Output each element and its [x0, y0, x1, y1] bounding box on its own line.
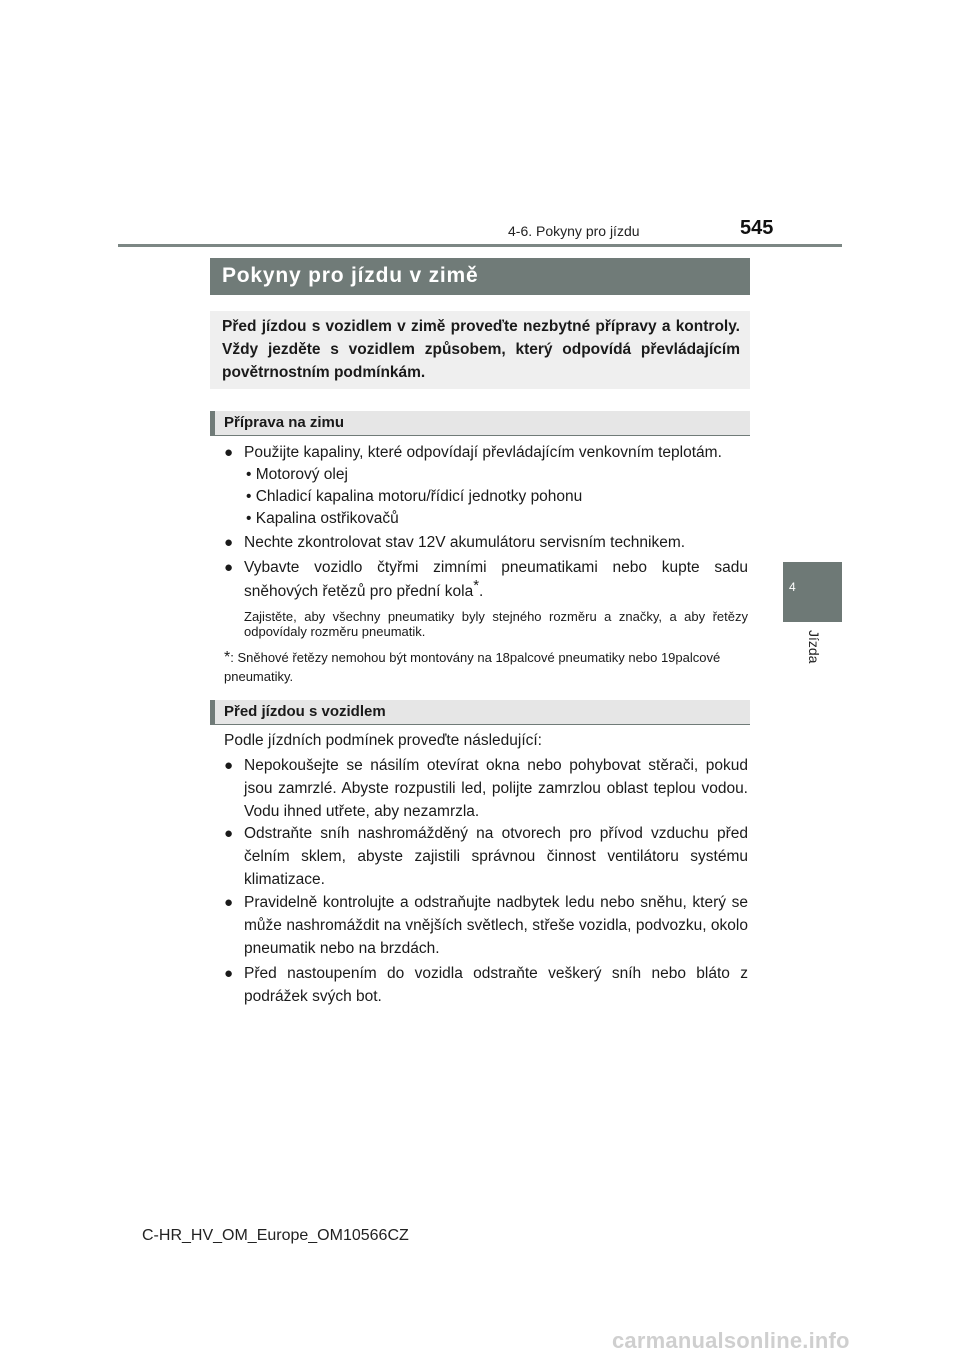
- intro-box: Před jízdou s vozidlem v zimě proveďte nezbytné přípravy a kontroly. Vždy jezděte s vozidlem způsobem, který odpovídá převládajícím povětrnostním podmínkám.: [210, 311, 750, 389]
- bullet-icon: ●: [224, 825, 234, 842]
- list-item-text: Nechte zkontrolovat stav 12V akumulátoru servisním technikem.: [244, 534, 686, 551]
- bullet-icon: ●: [224, 559, 234, 576]
- page-title: Pokyny pro jízdu v zimě: [222, 264, 479, 287]
- section-heading-before-driving: Před jízdou s vozidlem: [210, 700, 750, 725]
- header-divider: [118, 244, 842, 247]
- list-item-text-end: .: [479, 583, 484, 600]
- sub-item: • Kapalina ostřikovačů: [246, 510, 399, 527]
- watermark: carmanualsonline.info: [612, 1328, 850, 1353]
- list-item-text: Nepokoušejte se násilím otevírat okna nebo pohybovat stěrači, pokud jsou zamrzlé. Abyste rozpustili led, polijte zamrzlou oblast teplou vodou. Vodu ihned utřete, aby nezamrzla.: [244, 757, 748, 820]
- list-item: [224, 891, 748, 960]
- chapter-label: Jízda: [806, 630, 822, 664]
- sub-item: • Motorový olej: [246, 466, 348, 483]
- bullet-icon: ●: [224, 757, 234, 774]
- list-item-text: Použijte kapaliny, které odpovídají převládajícím venkovním teplotám.: [244, 444, 722, 461]
- bullet-icon: ●: [224, 534, 234, 551]
- list-item: [224, 531, 748, 554]
- list-item: [224, 822, 748, 891]
- sub-item: • Chladicí kapalina motoru/řídicí jednotky pohonu: [246, 488, 583, 505]
- footnote: [224, 648, 748, 686]
- footnote-text: : Sněhové řetězy nemohou být montovány na 18palcové pneumatiky nebo 19palcové pneumatiky.: [224, 650, 721, 684]
- bullet-icon: ●: [224, 444, 234, 461]
- bullet-icon: ●: [224, 894, 234, 911]
- list-item: [224, 962, 748, 1008]
- list-item-text: Pravidelně kontrolujte a odstraňujte nadbytek ledu nebo sněhu, který se může nashromáždit na vnějších světlech, střeše vozidla, podvozku, okolo pneumatik nebo na brzdách.: [244, 894, 748, 957]
- section-lead: Podle jízdních podmínek proveďte následující:: [224, 732, 542, 749]
- page-number: 545: [740, 217, 774, 239]
- bullet-icon: ●: [224, 965, 234, 982]
- footnote-marker: *: [473, 576, 480, 594]
- footnote-marker: *: [224, 649, 231, 666]
- list-item-text: Před nastoupením do vozidla odstraňte veškerý sníh nebo bláto z podrážek svých bot.: [244, 965, 748, 1005]
- list-item: [224, 754, 748, 823]
- list-item: [224, 556, 748, 604]
- list-item: [224, 441, 748, 464]
- note-text: Zajistěte, aby všechny pneumatiky byly stejného rozměru a značky, a aby řetězy odpovídaly rozměru pneumatik.: [244, 609, 748, 639]
- page-title-bar: [210, 258, 750, 295]
- chapter-number: 4: [789, 580, 796, 594]
- section-heading-winter-prep: Příprava na zimu: [210, 411, 750, 436]
- section-title: 4-6. Pokyny pro jízdu: [508, 223, 640, 239]
- document-code: C-HR_HV_OM_Europe_OM10566CZ: [142, 1227, 409, 1244]
- list-item-text: Vybavte vozidlo čtyřmi zimními pneumatikami nebo kupte sadu sněhových řetězů pro přední kola: [244, 559, 748, 600]
- list-item-text: Odstraňte sníh nashromážděný na otvorech pro přívod vzduchu před čelním sklem, abyste zajistili správnou činnost ventilátoru systému klimatizace.: [244, 825, 748, 888]
